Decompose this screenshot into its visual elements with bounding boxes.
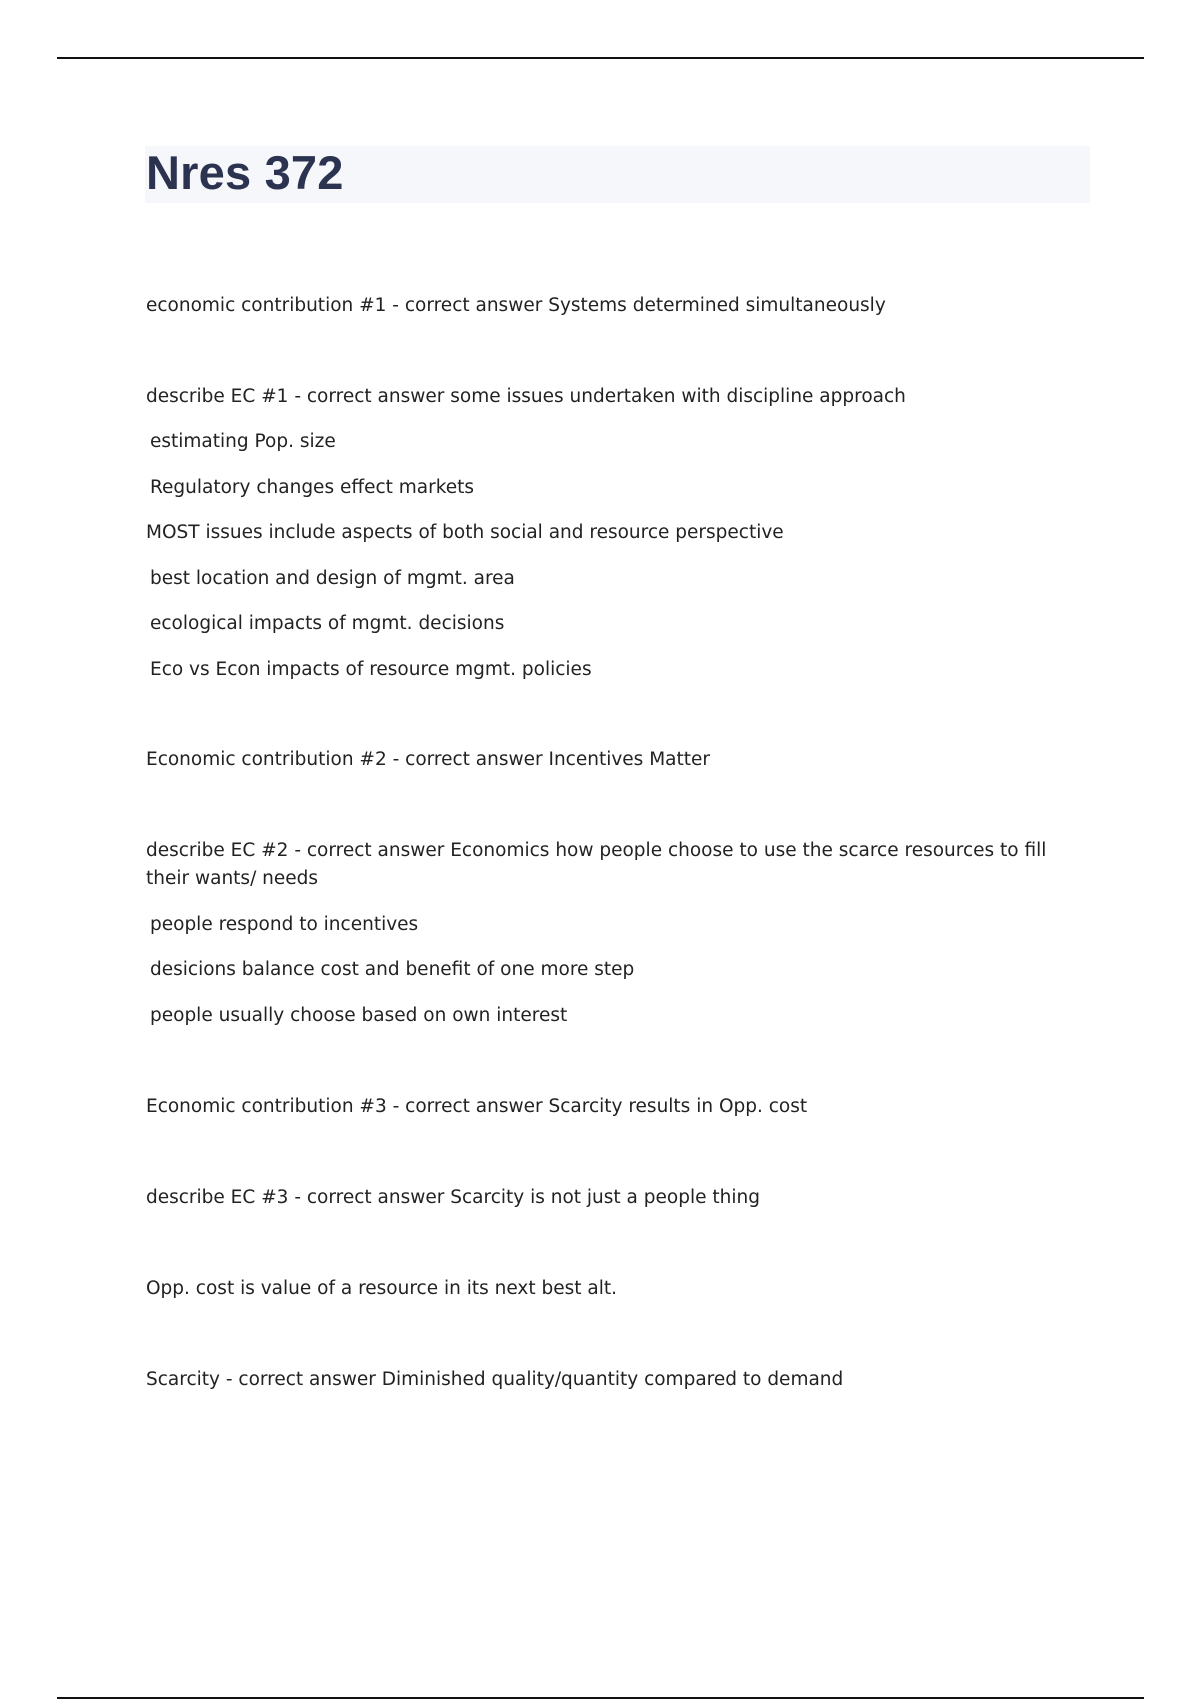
text-line: economic contribution #1 - correct answer Systems determined simultaneously xyxy=(146,295,886,316)
text-line: Regulatory changes effect markets xyxy=(150,477,475,498)
bottom-rule xyxy=(57,1697,1144,1699)
text-line: describe EC #1 - correct answer some issues undertaken with discipline approach xyxy=(146,386,906,407)
text-line: describe EC #3 - correct answer Scarcity is not just a people thing xyxy=(146,1187,760,1208)
text-line: MOST issues include aspects of both social and resource perspective xyxy=(146,522,784,543)
text-line: estimating Pop. size xyxy=(150,431,336,452)
top-rule xyxy=(57,57,1144,59)
text-line: Economic contribution #2 - correct answer Incentives Matter xyxy=(146,749,710,770)
text-line: Economic contribution #3 - correct answer Scarcity results in Opp. cost xyxy=(146,1096,808,1117)
text-line: best location and design of mgmt. area xyxy=(150,568,515,589)
text-line: describe EC #2 - correct answer Economics how people choose to use the scarce resources to fill their wants/ needs xyxy=(146,840,1047,889)
page-title: Nres 372 xyxy=(146,146,344,199)
text-line: Opp. cost is value of a resource in its next best alt. xyxy=(146,1278,618,1299)
text-line: Scarcity - correct answer Diminished quality/quantity compared to demand xyxy=(146,1369,844,1390)
text-line: ecological impacts of mgmt. decisions xyxy=(150,613,505,634)
text-line: people usually choose based on own interest xyxy=(150,1005,568,1026)
text-line: desicions balance cost and benefit of one more step xyxy=(150,959,635,980)
text-line: Eco vs Econ impacts of resource mgmt. policies xyxy=(150,659,592,680)
text-line: people respond to incentives xyxy=(150,914,419,935)
